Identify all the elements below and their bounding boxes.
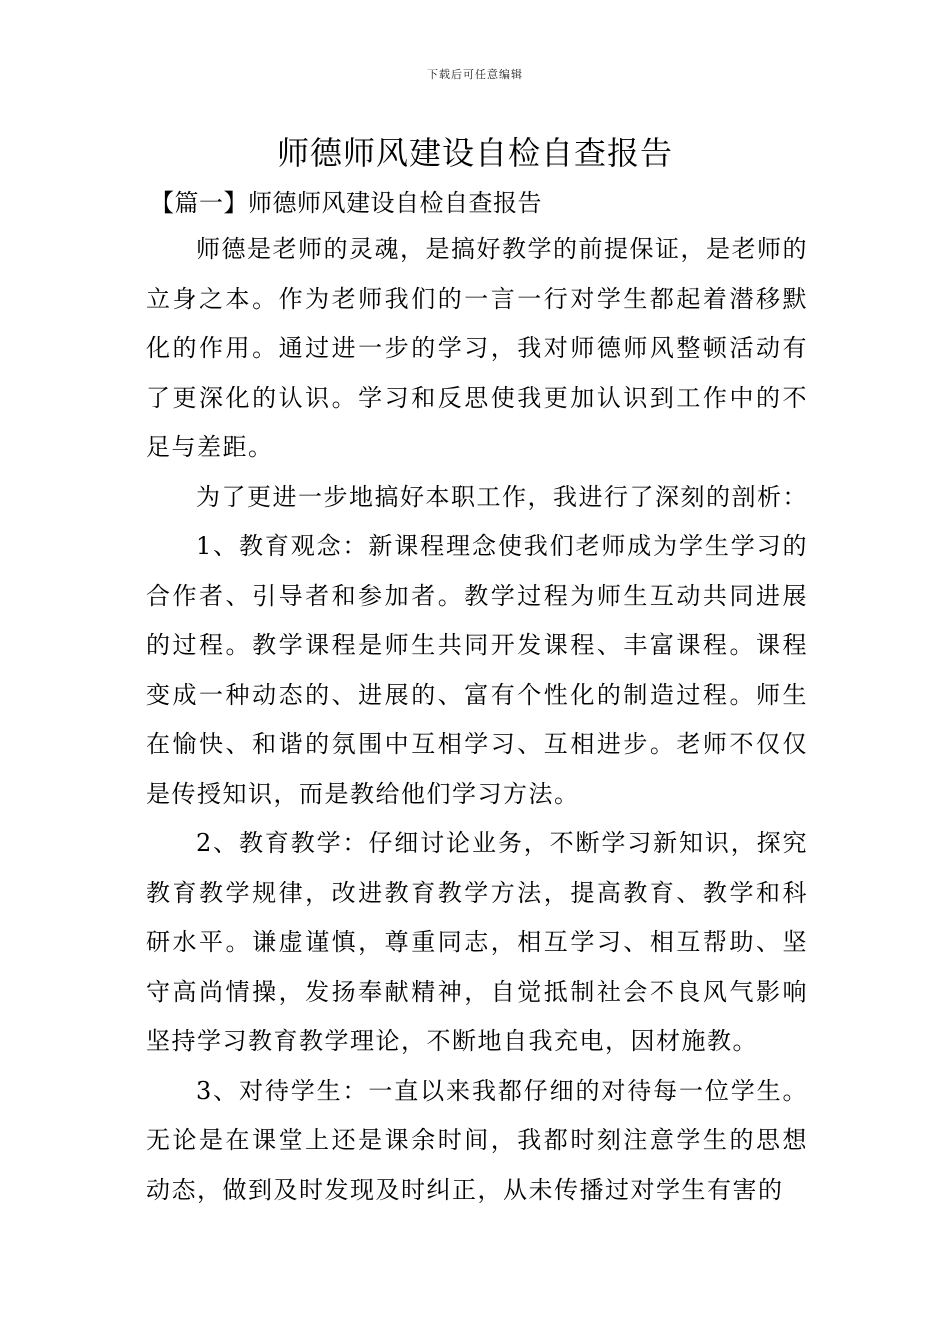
paragraph-teaching: 2、教育教学：仔细讨论业务，不断学习新知识，探究教育教学规律，改进教育教学方法，提高教育、教学和科研水平。谦虚谨慎，尊重同志，相互学习、相互帮助、坚守高尚情操，发扬奉献精神，自觉抵制社会不良风气影响坚持学习教育教学理论，不断地自我充电，因材施教。 xyxy=(146,829,808,1055)
paragraph-students: 3、对待学生：一直以来我都仔细的对待每一位学生。无论是在课堂上还是课余时间，我都时刻注意学生的思想动态，做到及时发现及时纠正，从未传播过对学生有害的 xyxy=(146,1076,808,1204)
document-title: 师德师风建设自检自查报告 xyxy=(276,134,673,172)
paragraph-intro: 师德是老师的灵魂，是搞好教学的前提保证，是老师的立身之本。作为老师我们的一言一行对学生都起着潜移默化的作用。通过进一步的学习，我对师德师风整顿活动有了更深化的认识。学习和反思使我更加认识到工作中的不足与差距。 xyxy=(146,235,808,461)
paragraph-analysis-lead: 为了更进一步地搞好本职工作，我进行了深刻的剖析： xyxy=(196,482,808,511)
paragraph-education-concept: 1、教育观念：新课程理念使我们老师成为学生学习的合作者、引导者和参加者。教学过程为师生互动共同进展的过程。教学课程是师生共同开发课程、丰富课程。课程变成一种动态的、进展的、富有个性化的制造过程。师生在愉快、和谐的氛围中互相学习、互相进步。老师不仅仅是传授知识，而是教给他们学习方法。 xyxy=(146,532,808,808)
document-body xyxy=(146,225,808,1215)
section-heading: 【篇一】师德师风建设自检自查报告 xyxy=(150,189,542,217)
header-note: 下载后可任意编辑 xyxy=(427,68,523,81)
